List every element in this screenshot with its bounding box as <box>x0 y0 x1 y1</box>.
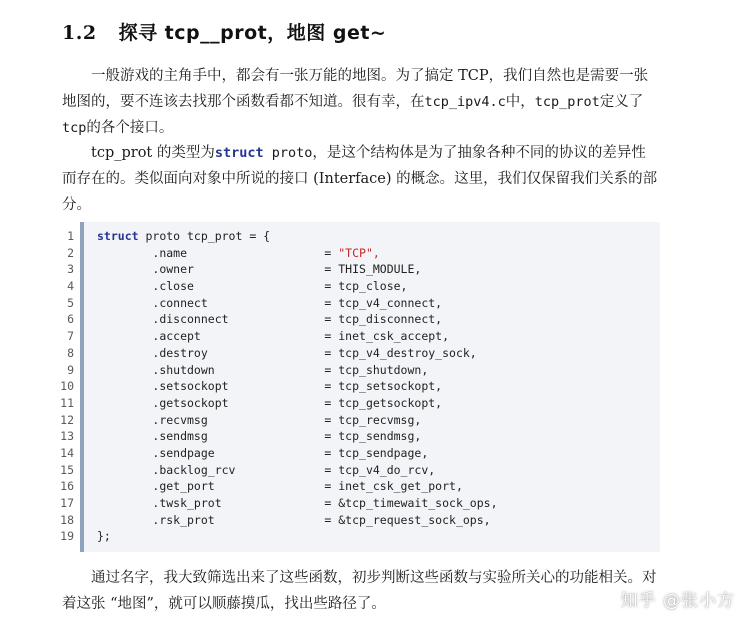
struct-field-value: &tcp_request_sock_ops, <box>338 512 491 527</box>
struct-field-value: inet_csk_accept, <box>338 329 450 344</box>
paragraph-conclusion <box>62 565 658 617</box>
p3-text: 通过名字，我大致筛选出来了这些函数，初步判断这些函数与实验所关心的功能相关。对着这张 “地图”，就可以顺藤摸瓜，找出些路径了。 <box>62 570 657 612</box>
struct-field-name: .getsockopt <box>152 395 229 410</box>
struct-field-value: tcp_close, <box>338 279 408 294</box>
p1-text-1: 一般游戏的主角手中，都会有一张万能的地图。为了搞定 TCP，我们自然也是需要一张地图的，要不连该去找那个函数看都不知道。很有幸，在 <box>62 68 649 110</box>
line-number: 15 <box>60 462 74 477</box>
struct-field-name: .sendpage <box>152 445 215 460</box>
code-line: .accept = inet_csk_accept, <box>152 329 450 344</box>
struct-field-name: .backlog_rcv <box>152 462 236 477</box>
code-keyword-struct: struct <box>97 229 139 243</box>
struct-field-name: .disconnect <box>152 312 229 327</box>
line-number: 13 <box>60 429 74 444</box>
struct-field-name: .name <box>152 245 188 260</box>
struct-field-name: .twsk_prot <box>152 496 222 510</box>
line-number: 8 <box>67 345 74 360</box>
paragraph-intro <box>62 63 658 141</box>
section-heading <box>62 18 386 45</box>
struct-field-name: .get_port <box>152 479 215 494</box>
code-line: .rsk_prot = &tcp_request_sock_ops, <box>152 512 491 527</box>
paragraph-struct-proto <box>62 140 658 218</box>
line-number: 18 <box>60 512 74 527</box>
struct-field-value: tcp_setsockopt, <box>338 379 443 394</box>
struct-field-value: tcp_disconnect, <box>338 312 443 327</box>
line-number: 4 <box>67 279 74 294</box>
code-line-footer: }; <box>97 529 111 544</box>
line-number: 16 <box>60 479 74 494</box>
line-number-gutter <box>54 228 74 545</box>
code-line: .destroy = tcp_v4_destroy_sock, <box>152 345 477 360</box>
code-header-rest: proto tcp_prot = { <box>138 229 271 243</box>
code-line: .recvmsg = tcp_recvmsg, <box>152 412 422 427</box>
line-number: 19 <box>60 529 74 544</box>
line-number: 11 <box>60 395 74 410</box>
struct-field-name: .rsk_prot <box>152 512 215 527</box>
watermark: 知乎 @张小方 <box>620 591 735 611</box>
p2-keyword-struct: struct <box>214 145 264 161</box>
p1-code-tcp: tcp <box>62 120 87 136</box>
struct-field-value: tcp_v4_do_rcv, <box>338 462 436 477</box>
line-number: 1 <box>67 229 74 243</box>
code-line: .owner = THIS_MODULE, <box>152 262 422 277</box>
p2-text-2: ，是这个结构体是为了抽象各种不同的协议的差异性而存在的。类似面向对象中所说的接口 (Interface) 的概念。这里，我们仅保留我们关系的部分。 <box>62 145 658 213</box>
struct-field-name: .close <box>152 279 194 294</box>
struct-field-value: tcp_shutdown, <box>338 362 429 377</box>
struct-field-name: .shutdown <box>152 362 215 377</box>
struct-field-value: THIS_MODULE, <box>338 262 422 277</box>
struct-field-value: tcp_sendpage, <box>338 445 429 460</box>
section-title: 探寻 tcp__prot，地图 get~ <box>118 22 387 44</box>
struct-field-value: inet_csk_get_port, <box>338 479 463 494</box>
section-number: 1.2 <box>62 22 97 44</box>
struct-field-name: .destroy <box>152 345 208 360</box>
code-line: .setsockopt = tcp_setsockopt, <box>152 379 443 394</box>
struct-field-value: tcp_sendmsg, <box>338 429 422 444</box>
line-number: 17 <box>60 496 74 510</box>
code-line: .backlog_rcv = tcp_v4_do_rcv, <box>152 462 436 477</box>
struct-field-value: tcp_v4_connect, <box>338 295 443 310</box>
line-number: 14 <box>60 445 74 460</box>
code-listing <box>97 228 498 545</box>
p2-text-1: tcp_prot 的类型为 <box>91 145 215 161</box>
struct-field-name: .owner <box>152 262 194 277</box>
p1-text-4: 的各个接口。 <box>86 120 174 136</box>
struct-field-value: tcp_getsockopt, <box>338 395 443 410</box>
code-line: .disconnect = tcp_disconnect, <box>152 312 443 327</box>
struct-field-name: .recvmsg <box>152 412 208 427</box>
struct-field-name: .setsockopt <box>152 379 229 394</box>
code-line: .sendpage = tcp_sendpage, <box>152 445 429 460</box>
struct-field-value: &tcp_timewait_sock_ops, <box>338 496 498 510</box>
struct-field-value: tcp_v4_destroy_sock, <box>338 345 477 360</box>
code-line-header <box>97 228 498 245</box>
p1-code-file: tcp_ipv4.c <box>424 94 506 110</box>
struct-field-name: .connect <box>152 295 208 310</box>
line-number: 5 <box>67 295 74 310</box>
line-number: 9 <box>67 362 74 377</box>
code-line: .name = "TCP", <box>152 245 380 260</box>
line-number: 7 <box>67 329 74 344</box>
line-number: 6 <box>67 312 74 327</box>
struct-field-value: tcp_recvmsg, <box>338 412 422 427</box>
line-number: 10 <box>60 379 74 394</box>
code-line: .twsk_prot = &tcp_timewait_sock_ops, <box>152 496 498 510</box>
code-line: .close = tcp_close, <box>152 279 408 294</box>
p1-text-3: 定义了 <box>599 94 644 110</box>
struct-field-name: .accept <box>152 329 201 344</box>
p2-code-proto: proto <box>263 145 313 161</box>
p1-text-2: 中， <box>505 94 535 110</box>
code-line: .shutdown = tcp_shutdown, <box>152 362 429 377</box>
code-line: .getsockopt = tcp_getsockopt, <box>152 395 443 410</box>
line-number: 2 <box>67 245 74 260</box>
code-line: .sendmsg = tcp_sendmsg, <box>152 429 422 444</box>
p1-code-tcp-prot: tcp_prot <box>534 94 600 110</box>
code-line: .get_port = inet_csk_get_port, <box>152 479 463 494</box>
struct-field-name: .sendmsg <box>152 429 208 444</box>
struct-field-value: "TCP", <box>338 245 380 260</box>
line-number: 3 <box>67 262 74 277</box>
line-number: 12 <box>60 412 74 427</box>
code-line: .connect = tcp_v4_connect, <box>152 295 443 310</box>
